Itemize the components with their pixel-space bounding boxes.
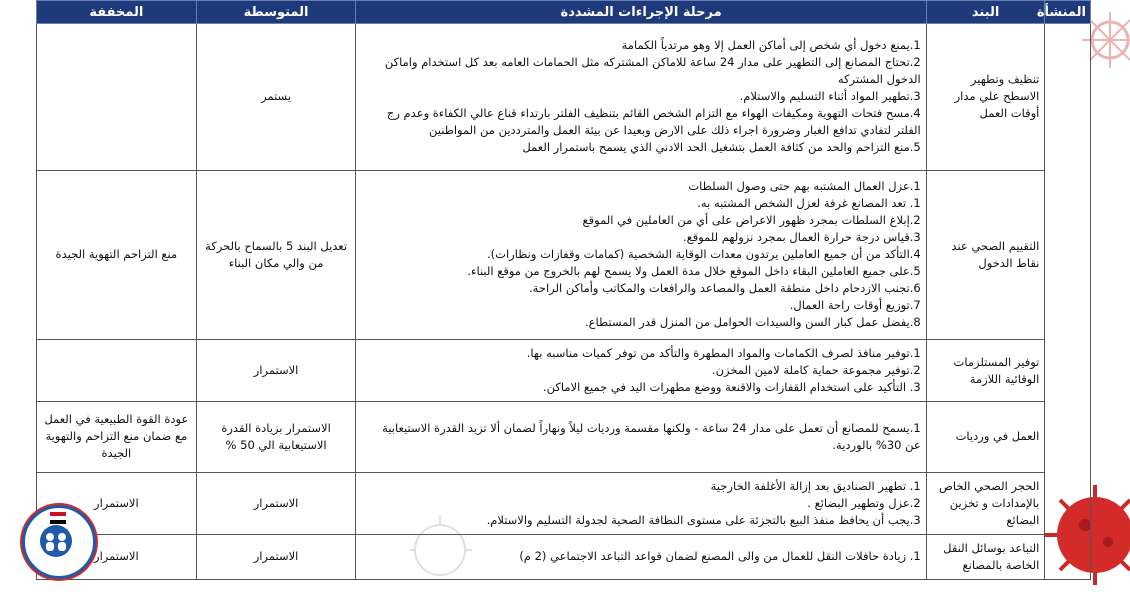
procedure-line: 8.يفضل عمل كبار السن والسيدات الحوامل من المنزل قدر المستطاع.: [585, 315, 921, 330]
procedure-line: 7.توزيع أوقات راحة العمال.: [789, 298, 921, 313]
procedure-line: 2.إبلاغ السلطات بمجرد ظهور الاعراض على أي من العاملين في الموقع: [582, 213, 921, 228]
procedure-line: 3.يجب أن يحافظ منفذ البيع بالتجزئة على مستوى النظافة الصحية لجدولة التسليم والاستلام.: [486, 512, 921, 527]
light-cell: [37, 340, 197, 402]
procedures-cell: [356, 472, 926, 534]
procedure-line: 2.تحتاج المصانع إلى التطهير على مدار 24 ساعة للاماكن المشتركه مثل الحمامات العامه بعد كل استخدام واماكن: [384, 55, 921, 70]
procedure-line: 2.عزل وتطهير البضائع .: [807, 495, 921, 510]
procedures-cell: [356, 402, 926, 472]
procedure-line: الدخول المشتركه: [837, 72, 921, 87]
procedures-cell: [356, 170, 926, 340]
table-row: [37, 402, 1091, 472]
procedure-line: 3. التأكيد على استخدام القفازات والاقنعة ووضع مطهرات اليد في جميع الاماكن.: [542, 380, 921, 395]
procedure-line: 1.يسمح للمصانع أن تعمل على مدار 24 ساعة - ولكنها مقسمة ورديات ليلاً ونهاراً لضمان ألا تزيد القدرة الاستيعابية: [382, 420, 921, 435]
item-cell: التقييم الصحي عند نقاط الدخول: [926, 170, 1045, 340]
procedure-line: 1. زيادة حافلات النقل للعمال من والى المصنع لضمان قواعد التباعد الاجتماعي (2 م): [519, 549, 921, 564]
table-header-row: [37, 1, 1091, 24]
medium-cell: الاستمرار: [196, 534, 356, 579]
item-cell: تنظيف وتطهير الاسطح علي مدار أوقات العمل: [926, 24, 1045, 171]
sector-cell: [1045, 24, 1091, 580]
procedure-line: 1. تطهير الصناديق بعد إزالة الأغلفة الخارجية: [710, 478, 921, 493]
table-row: [37, 170, 1091, 340]
table-row: [37, 340, 1091, 402]
ministry-of-health-logo: [22, 505, 96, 579]
item-cell: توفير المستلزمات الوقائية اللازمة: [926, 340, 1045, 402]
light-cell: الاستمرار: [37, 472, 197, 534]
light-cell: عودة القوة الطبيعية في العمل مع ضمان منع التزاحم والتهوية الجيدة: [37, 402, 197, 472]
light-cell: منع التزاحم التهوية الجيدة: [37, 170, 197, 340]
procedures-cell: [356, 340, 926, 402]
procedures-cell: [356, 24, 926, 171]
light-cell: [37, 24, 197, 171]
procedure-line: 1.يمنع دخول أي شخص إلى أماكن العمل إلا وهو مرتدياً الكمامة: [621, 38, 921, 53]
item-cell: التباعد بوسائل النقل الخاصة بالمصانع: [926, 534, 1045, 579]
item-cell: العمل في ورديات: [926, 402, 1045, 472]
header-light-phase: المخففة: [37, 1, 197, 24]
procedure-line: 6.تجنب الازدحام داخل منطقة العمل والمصاعد والرافعات والمكاتب وأماكن الراحة.: [529, 281, 921, 296]
procedure-line: عن 30% بالوردية.: [832, 437, 921, 452]
light-cell: الاستمرار: [37, 534, 197, 579]
header-medium-phase: المتوسطة: [196, 1, 356, 24]
table-row: [37, 534, 1091, 579]
item-cell: الحجر الصحي الخاص بالإمدادات و تخزين البضائع: [926, 472, 1045, 534]
procedure-line: 1. تعد المصانع غرفة لعزل الشخص المشتبه به.: [697, 196, 921, 211]
medium-cell: تعديل البند 5 بالسماح بالحركة من والي مكان البناء: [196, 170, 356, 340]
procedure-line: 1.توفير منافذ لصرف الكمامات والمواد المطهرة والتأكد من توفر كميات مناسبه بها.: [526, 346, 921, 361]
procedure-line: 1.عزل العمال المشتبه بهم حتى وصول السلطات: [688, 179, 921, 194]
sector-label: قطاع البناء و المصانع: [1060, 232, 1076, 371]
procedure-line: 3.تطهير المواد أثناء التسليم والاستلام.: [739, 89, 921, 104]
table-row: [37, 472, 1091, 534]
procedures-cell: [356, 534, 926, 579]
medium-cell: الاستمرار بزيادة القدرة الاستيعابية الي 50 %: [196, 402, 356, 472]
procedure-line: 3.قياس درجة حرارة العمال بمجرد نزولهم للموقع.: [682, 230, 921, 245]
header-item: البند: [926, 1, 1045, 24]
medium-cell: الاستمرار: [196, 472, 356, 534]
procedure-line: 4.التأكد من أن جميع العاملين يرتدون معدات الوقاية الشخصية (كمامات وقفازات ونظارات).: [487, 247, 921, 262]
table-row: [37, 24, 1091, 171]
medium-cell: الاستمرار: [196, 340, 356, 402]
header-strict-phase: مرحلة الإجراءات المشددة: [356, 1, 926, 24]
measures-table: [36, 0, 1091, 580]
procedure-line: الفلتر لتفادي تدافع الغبار وضرورة اجراء ذلك على الارض وبعيدا عن بيئة العمل والمترددين من المواطنين: [429, 123, 921, 138]
procedure-line: 4.مسح فتحات التهوية ومكيفات الهواء مع التزام الشخص القائم بتنظيف الفلتر بارتداء قناع عالي الكفاءة وعدم رج: [386, 106, 921, 121]
procedure-line: 2.توفير مجموعة حماية كاملة لامين المخزن.: [711, 363, 921, 378]
procedure-line: 5.على جميع العاملين البقاء داخل الموقع خلال مدة العمل ولا يسمح لهم بالخروج من موقع البناء.: [467, 264, 921, 279]
medium-cell: يستمر: [196, 24, 356, 171]
procedure-line: 5.منع التزاحم والحد من كثافة العمل بتشغيل الحد الادني الذي يسمح باستمرار العمل: [522, 140, 921, 155]
header-sector: المنشأة: [1045, 1, 1091, 24]
